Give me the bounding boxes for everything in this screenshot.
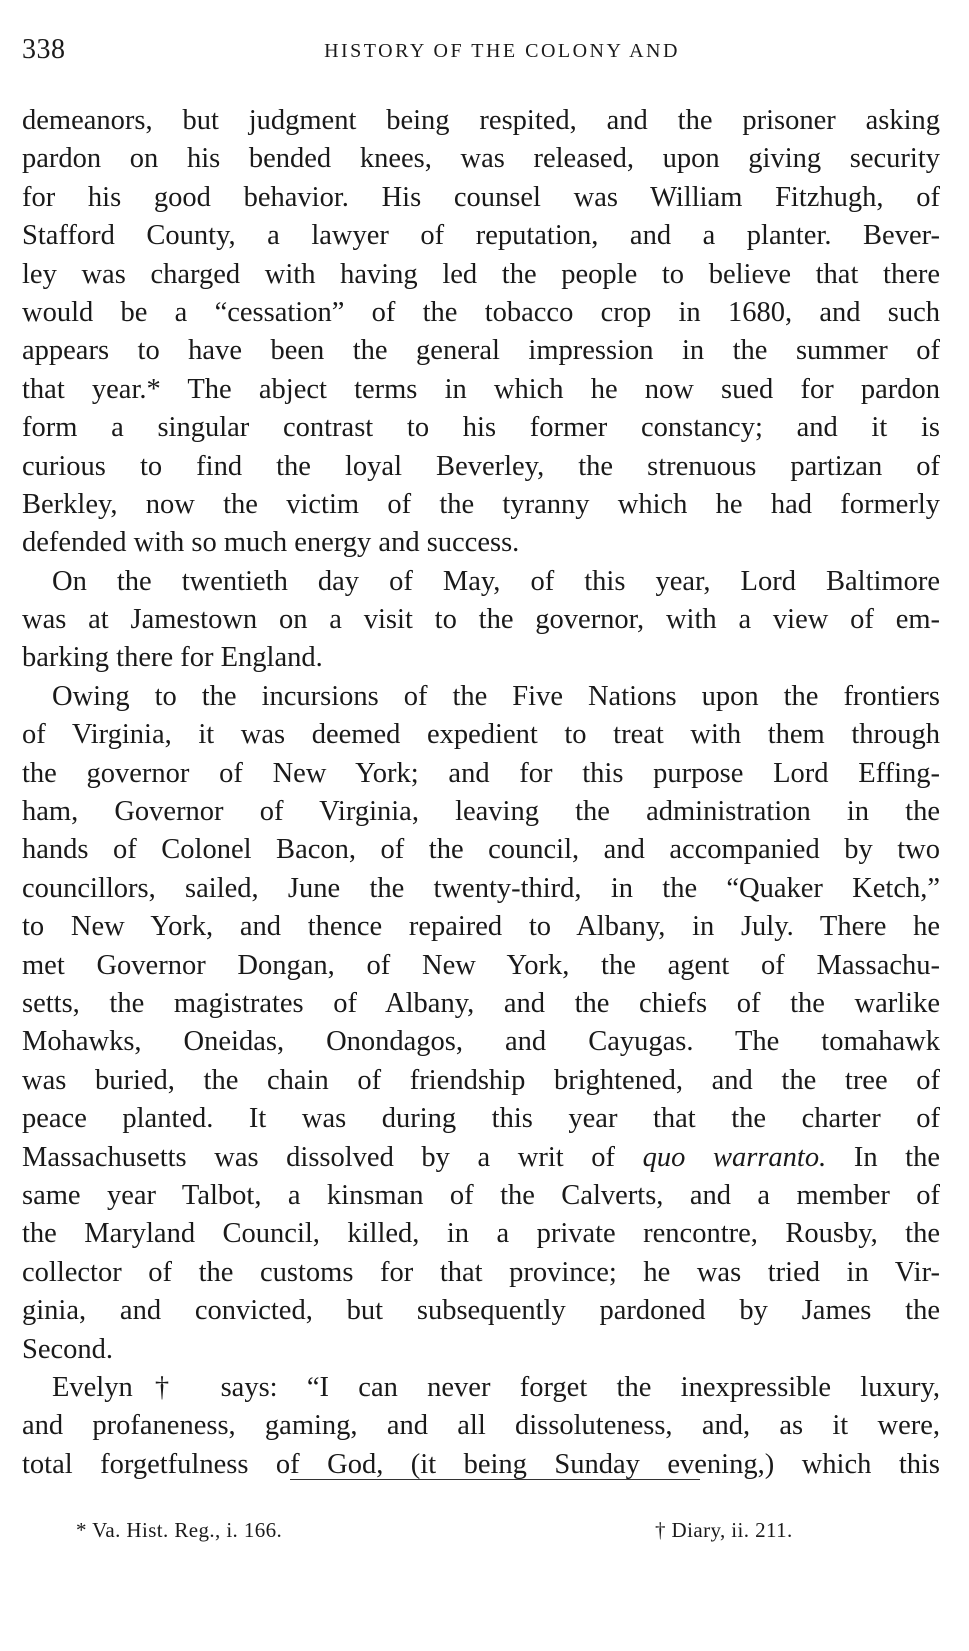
running-title: HISTORY OF THE COLONY AND — [324, 40, 680, 62]
text-line: peace planted. It was during this year that the charter of — [22, 1103, 940, 1135]
text-line: Stafford County, a lawyer of reputation, and a planter. Bever- — [22, 220, 940, 252]
text-line: defended with so much energy and success. — [22, 527, 520, 559]
body-text — [22, 102, 940, 1484]
text-line: to New York, and thence repaired to Albany, in July. There he — [22, 911, 940, 943]
text-line: ham, Governor of Virginia, leaving the administration in the — [22, 796, 940, 828]
text-line: councillors, sailed, June the twenty-third, in the “Quaker Ketch,” — [22, 872, 940, 904]
text-line: met Governor Dongan, of New York, the agent of Massachu- — [22, 949, 940, 981]
text-line: and profaneness, gaming, and all dissoluteness, and, as it were, — [22, 1410, 940, 1442]
text-line: would be a “cessation” of the tobacco crop in 1680, and such — [22, 296, 940, 328]
text-line: Berkley, now the victim of the tyranny which he had formerly — [22, 488, 940, 520]
paragraph-start-line: Evelyn† says: “I can never forget the inexpressible luxury, — [52, 1371, 940, 1403]
text-line: same year Talbot, a kinsman of the Calverts, and a member of — [22, 1179, 940, 1211]
text-segment: In the — [826, 1141, 940, 1173]
running-head — [22, 34, 942, 74]
text-line: barking there for England. — [22, 642, 323, 674]
paragraph-start-line: On the twentieth day of May, of this year, Lord Baltimore — [52, 565, 940, 597]
footnote-dagger: † Diary, ii. 211. — [655, 1518, 793, 1542]
text-line: setts, the magistrates of Albany, and the chiefs of the warlike — [22, 987, 940, 1019]
text-line: demeanors, but judgment being respited, and the prisoner asking — [22, 105, 940, 136]
text-line: total forgetfulness of God, (it being Sunday evening,) which this — [22, 1448, 940, 1480]
text-line: form a singular contrast to his former constancy; and it is — [22, 412, 940, 444]
text-line: that year.* The abject terms in which he now sued for pardon — [22, 373, 940, 405]
text-line: of Virginia, it was deemed expedient to treat with them through — [22, 719, 940, 751]
text-line: appears to have been the general impression in the summer of — [22, 335, 940, 367]
text-line: curious to find the loyal Beverley, the strenuous partizan of — [22, 450, 940, 482]
text-line: was at Jamestown on a visit to the governor, with a view of em- — [22, 604, 940, 636]
text-line: the governor of New York; and for this purpose Lord Effing- — [22, 757, 940, 789]
text-line: collector of the customs for that province; he was tried in Vir- — [22, 1256, 940, 1288]
text-line: Second. — [22, 1333, 114, 1365]
footnote-divider — [290, 1479, 700, 1480]
text-line: was buried, the chain of friendship brightened, and the tree of — [22, 1064, 940, 1096]
text-line: the Maryland Council, killed, in a private rencontre, Rousby, the — [22, 1218, 940, 1250]
text-line: for his good behavior. His counsel was William Fitzhugh, of — [22, 181, 940, 213]
text-line: Mohawks, Oneidas, Onondagos, and Cayugas. The tomahawk — [22, 1026, 940, 1058]
text-segment: Massachusetts was dissolved by a writ of — [22, 1141, 643, 1173]
paragraph-start-line: Owing to the incursions of the Five Nations upon the frontiers — [52, 680, 940, 712]
text-line-with-italic — [22, 1139, 940, 1177]
footnote-star: * Va. Hist. Reg., i. 166. — [76, 1518, 283, 1542]
page-number: 338 — [22, 34, 66, 65]
text-line: ginia, and convicted, but subsequently pardoned by James the — [22, 1295, 940, 1327]
text-line: hands of Colonel Bacon, of the council, and accompanied by two — [22, 834, 940, 866]
text-line: pardon on his bended knees, was released, upon giving security — [22, 143, 940, 175]
text-line: ley was charged with having led the people to believe that there — [22, 258, 940, 290]
italic-phrase: quo warranto. — [642, 1141, 827, 1173]
